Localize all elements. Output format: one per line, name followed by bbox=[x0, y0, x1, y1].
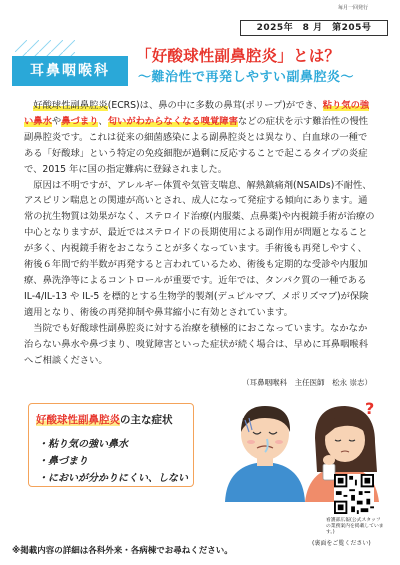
boy-figure bbox=[225, 406, 305, 502]
page-title: 「好酸球性副鼻腔炎」とは？ bbox=[136, 47, 341, 65]
symptom-item: ・においが分かりにくい、しない bbox=[38, 473, 188, 484]
symptom-highlight-1: 粘り気の強い鼻水 bbox=[24, 100, 370, 127]
svg-text:?: ? bbox=[365, 399, 375, 418]
qr-code[interactable] bbox=[334, 474, 374, 514]
paragraph-1 bbox=[24, 98, 376, 178]
back-page-note: (裏面をご覧ください) bbox=[312, 540, 371, 547]
text-run: などの症状を示す難治性の慢性副鼻腔炎です。これは従来の細菌感染による副鼻腔炎とは異なり、白血球の一種である「好酸球」という特定の免疫細胞が過剰に反応することで起こるタイプの炎症で、2015 年に国の指定難病に登録されました。 bbox=[24, 115, 369, 175]
qr-caption: 看護部広報(公式スタッフの業務案内を掲載しています。) bbox=[326, 518, 384, 535]
text-run: や bbox=[51, 115, 62, 127]
paragraph-3: 当院でも好酸球性副鼻腔炎に対する治療を積極的におこなっています。なかなか治らない鼻水や鼻づまり、嗅覚障害といった症状が続く場合は、早めに耳鼻咽喉科へご相談ください。 bbox=[24, 322, 368, 366]
text-run: 、 bbox=[98, 115, 108, 127]
footer-note: ※掲載内容の詳細は各科外来・各病棟でお尋ねください。 bbox=[12, 546, 233, 556]
symptom-highlight-2: 鼻づまり bbox=[61, 115, 99, 127]
paragraph-2: 原因は不明ですが、アレルギー体質や気管支喘息、解熱鎮痛剤(NSAIDs)不耐性、アスピリン喘息との関連が高いとされ、成人になって発症する傾向にあります。通常の抗生物質は効果がなく、ステロイド治療(内服薬、点鼻薬)や内視鏡手術が治療の中心となりますが、最近ではステロイドの長期使用による副作用が問題となることが多く、内視鏡手術をおこなうことが多くなっています。手術後も再発しやすく、術後６年間で約半数が再発すると言われているため、術後も定期的な受診や内服加療、鼻洗浄等によるコントロールが重要です。近年では、タンパク質の一種である IL-4/IL-13 や IL-5 を標的とする生物学的製剤(デュピルマブ、メポリズマブ)が保険適用となり、術後の再発抑制や鼻茸縮小に有効とされています。 bbox=[24, 179, 375, 318]
symptom-item: ・粘り気の強い鼻水 bbox=[38, 439, 128, 450]
text-run: (ECRS)は、鼻の中に多数の鼻茸(ポリープ)ができ、 bbox=[107, 100, 323, 111]
article-body bbox=[24, 98, 376, 368]
publication-frequency: 毎月一回発行 bbox=[338, 5, 369, 11]
symptom-item: ・鼻づまり bbox=[38, 456, 88, 467]
disease-name-highlight: 好酸球性副鼻腔炎 bbox=[33, 100, 108, 111]
symptom-title-rest: の主な症状 bbox=[120, 414, 173, 426]
author-signature: （耳鼻咽喉科 主任医師 松永 崇志） bbox=[242, 378, 372, 387]
symptom-box-title bbox=[36, 412, 173, 427]
issue-number: 2025年 8 月 第205号 bbox=[240, 20, 388, 36]
symptom-highlight-3: 匂いがわからなくなる嗅覚障害 bbox=[107, 115, 238, 127]
symptom-title-highlight: 好酸球性副鼻腔炎 bbox=[36, 414, 120, 426]
department-badge: 耳鼻咽喉科 bbox=[12, 56, 128, 86]
page-subtitle: 〜難治性で再発しやすい副鼻腔炎〜 bbox=[138, 70, 355, 85]
